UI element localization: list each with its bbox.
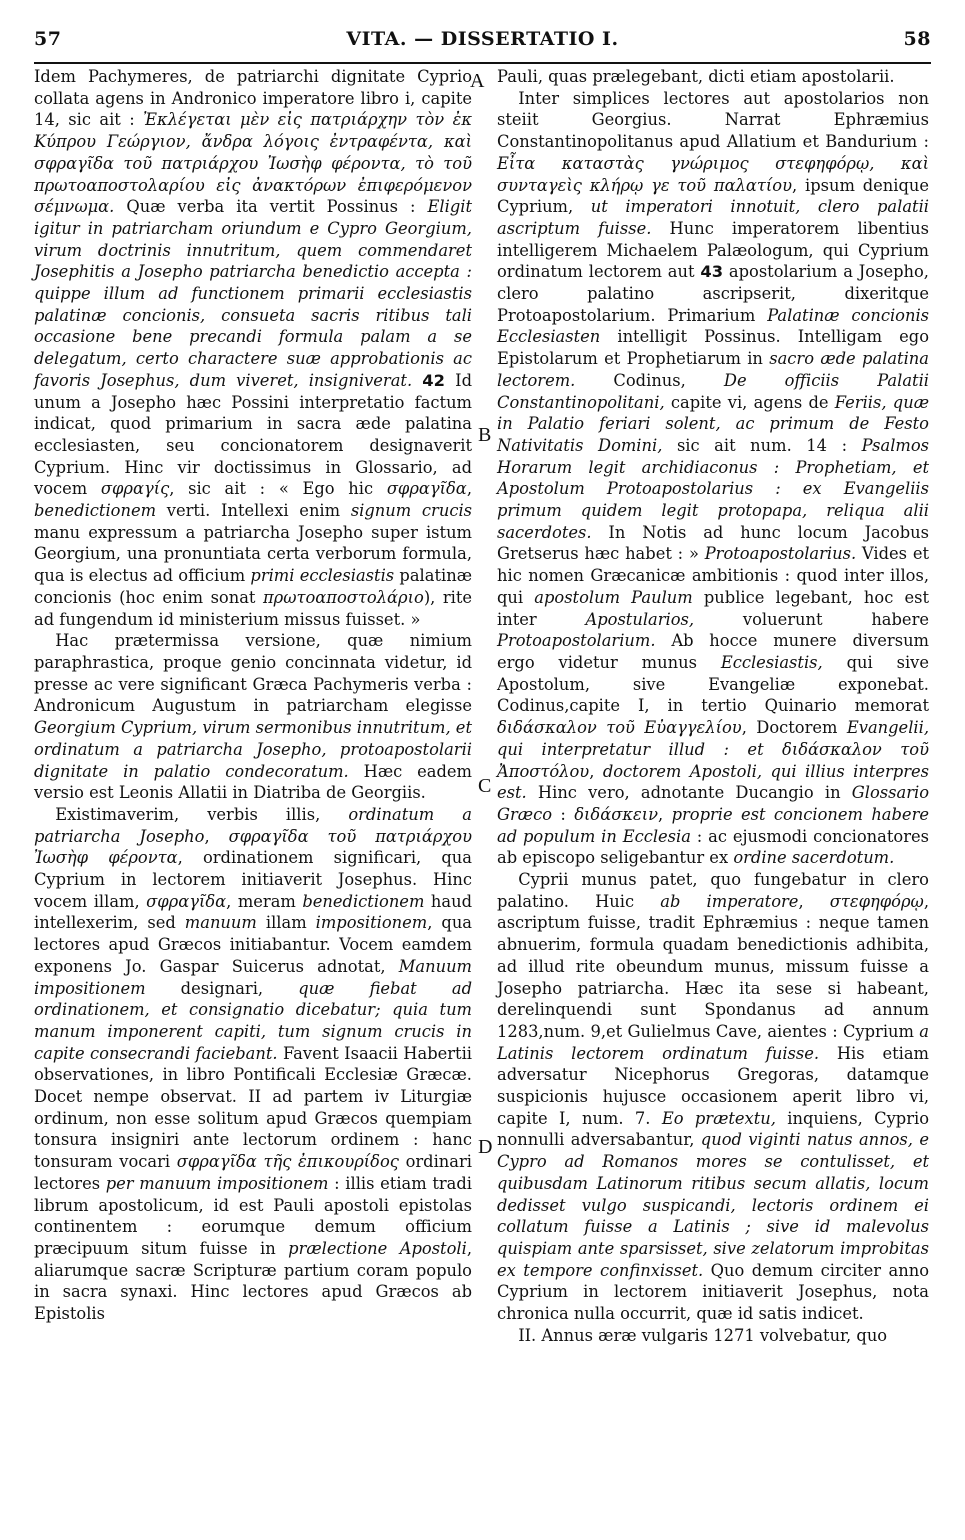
- italic-run: ut imperatori innotuit, clero palatii ascriptum fuisse.: [497, 197, 929, 238]
- right-column: [497, 66, 929, 1346]
- margin-letter-b: B: [478, 424, 492, 446]
- text-run: :: [552, 804, 575, 824]
- italic-run: signum crucis: [350, 501, 473, 521]
- text-run: palatinæ concionis (hoc enim sonat: [34, 566, 472, 607]
- header-rule: [34, 62, 931, 64]
- text-run: Cyprii munus patet, quo fungebatur in clero palatino. Huic: [497, 870, 929, 911]
- text-run: Hunc imperatorem libentius intelligerem Michaelem Palæologum, qui Cyprium ordinatum lectorem aut: [497, 218, 929, 282]
- greek-word: σφραγῖδα τῆς ἐπικουρίδος: [176, 1152, 399, 1172]
- text-run: ordinari lectores: [34, 1152, 472, 1193]
- text-run: ,: [589, 761, 603, 781]
- italic-run: a Latinis lectorem ordinatum fuisse.: [497, 1021, 929, 1063]
- text-run: ,: [204, 826, 229, 846]
- text-run: inquiens, Cyprio nonnulli adversabantur,: [497, 1108, 929, 1150]
- left-column: [34, 66, 472, 1325]
- italic-run: impositionem: [315, 913, 428, 933]
- text-run: publice legebant, hoc est inter: [497, 587, 929, 629]
- text-run: Hinc vero, adnotante Ducangio in: [526, 783, 852, 803]
- margin-letter-c: C: [478, 775, 492, 797]
- text-run: His etiam adversatur Nicephorus Gregoras, datamque suspicionis hujusce occasionem aperit libro vi, capite I, num. 7.: [497, 1043, 929, 1128]
- text-run: , ordinationem significari, qua Cyprium in lectorem initiaverit Josephus. Hinc vocem illam,: [34, 848, 472, 911]
- italic-run: quæ fiebat ad ordinationem, et consignatio dicebatur; quia tum manum imponerent capiti, tum signum crucis in capite consecrandi faciebant.: [34, 978, 472, 1063]
- greek-word: διδάσκαλον τοῦ Εὐαγγελίου: [497, 718, 742, 738]
- text-run: , ipsum denique Cyprium,: [497, 175, 929, 217]
- text-run: haud intellexerim, sed: [34, 891, 472, 933]
- italic-run: Eo prætextu,: [661, 1108, 776, 1128]
- italic-run: per manuum impositionem: [105, 1173, 329, 1193]
- text-run: : illis etiam tradi librum apostolicum, id est Pauli apostoli epistolas continentem : eorumque demum officium præcipuum situm fuisse in: [34, 1173, 472, 1258]
- italic-run: Protoapostolarius.: [704, 544, 857, 564]
- italic-run: Evangelii, qui interpretatur illud : et: [497, 718, 929, 759]
- text-run: Existimaverim, verbis illis,: [55, 804, 349, 824]
- italic-run: doctorem Apostoli, qui illius interpres est.: [497, 761, 929, 803]
- italic-run: ab imperatore: [660, 891, 799, 911]
- text-run: intelligit Possinus. Intelligam ego Epistolarum et Prophetiarum in: [497, 327, 929, 369]
- text-run: ,: [658, 804, 672, 824]
- text-run: manu expressum a patriarcha Josepho super istum Georgium, una pronuntiata certa verborum formula, qua is electus ad officium: [34, 522, 472, 586]
- text-run: Inter simplices lectores aut apostolarios non steiit Georgius. Narrat Ephræmius Constantinopolitanus apud Allatium et Bandurium :: [497, 88, 929, 152]
- text-run: , aliarumque sacræ Scripturæ partium coram populo in sacra synaxi. Hinc lectores apud Græcos ab Epistolis: [34, 1238, 473, 1324]
- italic-run: Manuum impositionem: [34, 956, 472, 998]
- greek-word: σφραγίς: [100, 479, 170, 499]
- right-paragraph-3: [497, 869, 929, 1325]
- italic-run: Feriis, quæ in Palatio feriari solent, ac primum de Festo Nativitatis Domini,: [497, 392, 929, 455]
- right-paragraph-4: II. Annus æræ vulgaris 1271 volvebatur, quo: [518, 1325, 888, 1345]
- right-paragraph-2: [497, 88, 929, 869]
- greek-word: διδάσκειν: [574, 804, 659, 824]
- italic-run: Apostularios,: [585, 609, 695, 629]
- text-run: , ascriptum fuisse, tradit Ephræmius : neque tamen abnuerim, formula quadam benedictionis adhibita, ad illud rite obeundum munus, missum fuisse a Josepho patriarcha. Hæc ita sese si habeant, derelinquendi sunt Spondanus ad annum 1283,num. 9,et Gulielmus Cave, aientes : Cyprium: [497, 891, 929, 1041]
- right-paragraph-1: Pauli, quas prælegebant, dicti etiam apostolarii.: [497, 67, 895, 86]
- text-run: qui sive Apostolum, sive Evangeliæ exponebat. Codinus,capite I, in tertio Quinario memorat: [497, 652, 929, 716]
- margin-letter-a: A: [470, 70, 485, 92]
- italic-run: Eligit igitur in patriarcham oriundum e Cypro Georgium, virum doctrinis innutritum, quem commendaret Josephitis a Josepho patriarcha benedictio accepta : quippe illum ad functionem primarii ecclesiastis palatinæ concionis, consueta sacris ritibus tali occasione bene precandi formula palam a se delegatum, certo charactere suæ approbationis ac favoris Josephus, dum viveret, insigniverat.: [34, 197, 472, 390]
- italic-run: Ecclesiastis,: [720, 652, 823, 672]
- text-run: voluerunt habere: [694, 609, 929, 629]
- text-run: , sic ait : « Ego hic: [169, 479, 387, 499]
- text-run: Hæc eadem versio est Leonis Allatii in Diatriba de Georgiis.: [34, 761, 472, 803]
- greek-word: διδάσκαλον τοῦ Ἀποστόλου: [497, 739, 929, 781]
- page-number-left: 57: [34, 28, 62, 50]
- page-number-right: 58: [903, 28, 931, 50]
- text-run: capite vi, agens de: [664, 392, 835, 412]
- text-run: Id unum a Josepho hæc Possini interpretatio factum indicat, quod primarium in sacra æde palatina ecclesiasten, seu concionatorem designaverit Cyprium. Hinc vir doctissimus in Glossario, ad vocem: [34, 370, 472, 499]
- italic-run: apostolum Paulum: [534, 587, 693, 607]
- italic-run: De officiis Palatii Constantinopolitani,: [497, 370, 929, 412]
- margin-letter-d: D: [478, 1136, 493, 1158]
- marginal-number: 43: [700, 262, 724, 282]
- greek-quote: Εἶτα καταστὰς γνώριμος στεφηφόρῳ, καὶ συνταγεὶς κλήρῳ γε τοῦ παλατίου: [497, 153, 929, 195]
- italic-run: benedictionem: [34, 501, 157, 521]
- italic-run: quod viginti natus annos, e Cypro ad Romanos mores se contulisset, et quibusdam Latinorum ritibus secum allatis, locum dedisset vulgo suspicandi, lectoris ordinem ei collatum fuisse a Latinis ; sive id malevolus quispiam ante sparsisset, sive zelatorum improbitas ex tempore confinxisset.: [497, 1130, 929, 1280]
- italic-run: Psalmos Horarum legit archidiaconus : Prophetiam, et Apostolum Protoapostolarius : ex Evangeliis primum quidem legit protopapa, reliqua alii sacerdotes.: [497, 435, 929, 542]
- text-run: Quæ verba ita vertit Possinus :: [114, 197, 428, 217]
- italic-run: Protoapostolarium.: [497, 631, 656, 651]
- text-run: ,: [798, 891, 830, 911]
- italic-run: prælectione Apostoli: [288, 1238, 467, 1258]
- italic-run: Glossario Græco: [497, 783, 929, 824]
- text-run: Ab hocce munere diversum ergo videtur munus: [497, 631, 929, 672]
- italic-run: ordinatum a patriarcha Josepho: [34, 804, 472, 846]
- italic-run: manuum: [184, 913, 257, 933]
- greek-word: σφραγῖδα: [386, 479, 467, 499]
- italic-run: Palatinæ concionis Ecclesiasten: [497, 305, 930, 347]
- text-run: ,: [466, 479, 472, 499]
- greek-word: σφραγῖδα: [146, 891, 227, 911]
- italic-run: ordine sacerdotum.: [733, 848, 895, 868]
- page-header: [34, 28, 931, 58]
- text-run: : ac ejusmodi concionatores ab episcopo seligebantur ex: [497, 826, 929, 868]
- italic-run: primi ecclesiastis: [250, 566, 395, 586]
- italic-run: benedictionem: [302, 891, 425, 911]
- text-run: , meram: [226, 891, 303, 911]
- left-paragraph-1: [34, 66, 472, 630]
- greek-word: πρωτοαποστολάριο: [262, 587, 424, 607]
- text-run: illam: [256, 913, 316, 933]
- text-run: apostolarium a Josepho, clero palatino ascripserit, dixeritque Protoapostolarium. Primarium: [497, 262, 929, 325]
- greek-word: στεφηφόρῳ: [829, 891, 924, 911]
- italic-run: sacro æde palatina lectorem.: [497, 349, 930, 390]
- marginal-number: 42: [422, 370, 445, 390]
- text-run: ), rite ad fungendum id ministerium missus fuisset. »: [34, 587, 472, 629]
- text-run: Vides et hic nomen Græcanicæ ambitionis : quod inter illos, qui: [497, 544, 929, 607]
- text-run: , Doctorem: [741, 718, 847, 738]
- left-paragraph-2: [34, 630, 472, 804]
- italic-run: Georgium Cyprium, virum sermonibus innutritum, et ordinatum a patriarcha Josepho, protoapostolarii dignitate in palatio condecoratum.: [34, 718, 472, 781]
- left-paragraph-3: [34, 804, 472, 1325]
- italic-run: proprie est concionem habere ad populum in Ecclesia: [497, 804, 929, 846]
- text-run: , qua lectores apud Græcos initiabantur. Vocem eamdem exponens Jo. Gaspar Suicerus adnotat,: [34, 913, 473, 976]
- text-run: Quo demum circiter anno Cyprium in lectorem initiaverit Josephus, nota chronica nulla occurrit, quæ id satis indicet.: [497, 1260, 929, 1324]
- greek-word: σφραγῖδα τοῦ πατριάρχου Ἰωσὴφ φέροντα: [34, 826, 472, 868]
- greek-quote: Ἐκλέγεται μὲν εἰς πατριάρχην τὸν ἐκ Κύπρου Γεώργιον, ἄνδρα λόγοις ἐντραφέντα, καὶ σφραγῖδα τοῦ πατριάρχου Ἰωσὴφ φέροντα, τὸ τοῦ πρωτοαποστολαρίου εἰς ἀνακτόρων ἐπιφερόμενον σέμνωμα.: [34, 110, 472, 217]
- text-run: [764, 740, 782, 759]
- text-run: Idem Pachymeres, de patriarchi dignitate Cyprio collata agens in Andronico imperatore libro i, capite 14, sic ait :: [34, 67, 472, 130]
- text-run: sic ait num. 14 :: [662, 435, 862, 455]
- text-run: designari,: [145, 978, 299, 998]
- text-run: Hac prætermissa versione, quæ nimium paraphrastica, proque genio concinnata videtur, id presse ac vere significant Græca Pachymeris verba : Andronicum Augustum in patriarcham elegisse: [34, 631, 472, 716]
- text-run: verti. Intellexi enim: [156, 501, 351, 521]
- text-run: Codinus,: [575, 370, 724, 390]
- text-run: In Notis ad hunc locum Jacobus Gretserus hæc habet : »: [497, 522, 929, 564]
- running-title: VITA. — DISSERTATIO I.: [346, 28, 619, 50]
- text-run: Favent Isaacii Habertii observationes, in libro Pontificali Ecclesiæ Græcæ. Docet nempe observat. II ad partem iv Liturgiæ ordinum, non esse solitum apud Græcos quempiam tonsura insigniri ante lectorum ordinem : hanc tonsuram vocari: [34, 1043, 472, 1172]
